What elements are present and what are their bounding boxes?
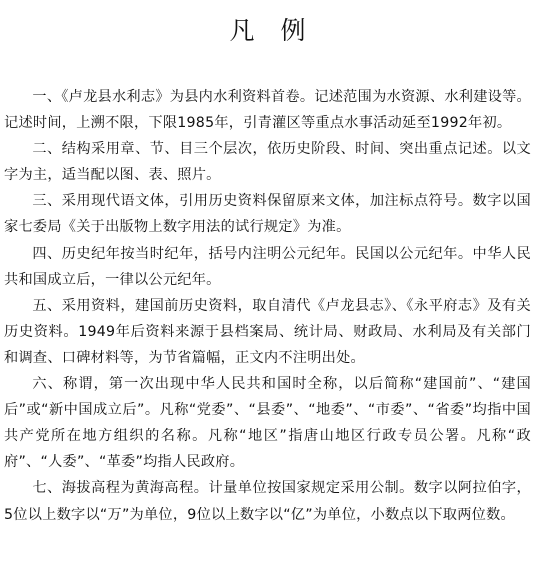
paragraph-2: 二、结构采用章、节、目三个层次，依历史阶段、时间、突出重点记述。以文字为主，适当配以图、表、照片。 xyxy=(4,141,531,184)
paragraph-6: 六、称谓，第一次出现中华人民共和国时全称，以后简称“建国前”、“建国后”或“新中国成立后”。凡称“党委”、“县委”、“地委”、“市委”、“省委”均指中国共产党所在地方组织的名称。凡称“地区”指唐山地区行政专员公署。凡称“政府”、“人委”、“革委”均指人民政府。 xyxy=(4,376,531,471)
page-title: 凡例 xyxy=(229,16,332,45)
paragraph-1: 一、《卢龙县水利志》为县内水利资料首卷。记述范围为水资源、水利建设等。记述时间，上溯不限，下限1985年，引青灌区等重点水事活动延至1992年初。 xyxy=(4,89,531,132)
paragraph-4: 四、历史纪年按当时纪年，括号内注明公元纪年。民国以公元纪年。中华人民共和国成立后，一律以公元纪年。 xyxy=(4,245,531,288)
paragraph-5: 五、采用资料，建国前历史资料，取自清代《卢龙县志》、《永平府志》及有关历史资料。1949年后资料来源于县档案局、统计局、财政局、水利局及有关部门和调查、口碑材料等，为节省篇幅，正文内不注明出处。 xyxy=(4,297,531,366)
document-body xyxy=(4,84,531,528)
paragraph-3: 三、采用现代语文体，引用历史资料保留原来文体，加注标点符号。数字以国家七委局《关于出版物上数字用法的试行规定》为准。 xyxy=(4,193,531,236)
paragraph-7: 七、海拔高程为黄海高程。计量单位按国家规定采用公制。数字以阿拉伯字，5位以上数字以“万”为单位，9位以上数字以“亿”为单位，小数点以下取两位数。 xyxy=(4,480,531,523)
